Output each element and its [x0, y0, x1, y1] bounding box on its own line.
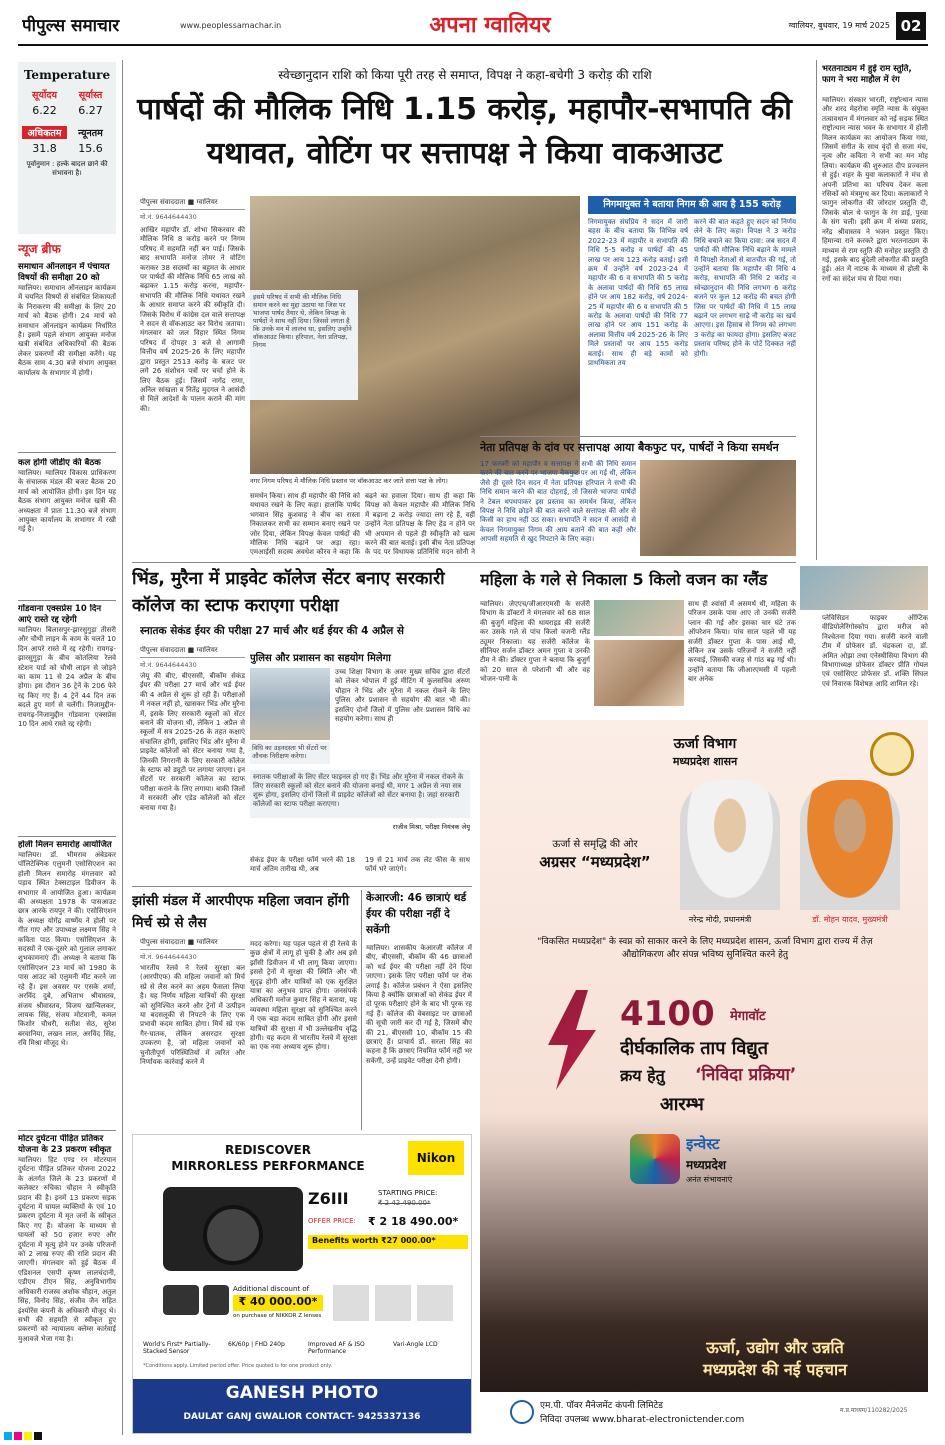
nikon-discount: ₹ 40 000.00*: [233, 1295, 323, 1311]
accessory-icon: [417, 1285, 453, 1321]
tribute-headline: भरतनाट्यम में हुई राम स्तुति, फाग ने भरा माहौल में रंग: [822, 64, 912, 85]
pm-name: नरेन्द्र मोदी, प्रधानमंत्री: [688, 915, 752, 924]
ad-slogan-small: ऊर्जा से समृद्धि की ओर: [552, 839, 638, 850]
nikon-benefits: Benefits worth ₹27 000.00*: [308, 1235, 468, 1249]
tumor-photo-3: [800, 566, 928, 610]
weather-title: Temperature: [23, 68, 111, 82]
section-title: अपना ग्वालियर: [429, 13, 551, 38]
logo[interactable]: पीपुल्स समाचार: [22, 16, 120, 36]
nikon-discount-sub: on purchase of NIKKOR Z lenses: [233, 1313, 322, 1319]
lead-photo-caption: इसमे परिषद में सभी की मौलिक निधि समान करने का मुद्दा उठाया था जिस पर भाजपा पार्षद तैयार थे, लेकिन विपक्ष के पार्षदों ने साथ नहीं दिया। जिससे लगता है कि उनके मन में लालच था, इसलिए उन्होंने वॉकआउट किया। हरिपाल, नेता प्रतिपक्ष, निगम: [250, 290, 358, 400]
dateline: ग्वालियर, बुधवार, 19 मार्च 2025: [788, 21, 890, 30]
accessory-icon: [375, 1285, 411, 1321]
nikon-offer-label: OFFER PRICE:: [308, 1217, 356, 1225]
college-photo: [250, 668, 330, 740]
max-value: 31.8: [32, 142, 57, 155]
nikon-starting-label: STARTING PRICE:: [378, 1189, 438, 1197]
lens-icon: [163, 1285, 199, 1315]
lens-icon: [203, 1285, 229, 1315]
krg-text: ग्वालियर। शासकीय केआरजी कॉलेज में बीए, बीएससी, बीकॉम की 46 छात्राओं को थर्ड ईयर की परीक्षा नहीं देने दिया जाएगा। इसके लिए परीक्षा फॉर्म पर रोक लगाई है। कॉलेज प्रबंधन ने ऐसा इसलिए किया है क्योंकि छात्राओं को सेकंड ईयर में दो पूरक परीक्षाएं होने के बाद भी पूरक रह गई हैं। कॉलेज की वेबसाइट पर छात्राओं की सूची जारी कर दी गई है, जिसमें बीए की 21, बीएससी 10, बीकॉम 15 की छात्राएं हैं। प्राचार्य डॉ. सरला सिंह का कहना है कि छात्राएं नियमित फॉर्म नहीं भर सकेंगी, उन्हें प्राइवेट परीक्षा देनी होगी।: [366, 944, 472, 1065]
nikon-top-2: MIRRORLESS PERFORMANCE: [171, 1159, 365, 1173]
college-headline: भिंड, मुरैना में प्राइवेट कॉलेज सेंटर बनाए सरकारी कॉलेज का स्टाफ कराएगा परीक्षा: [132, 569, 445, 616]
tumor-photo-1: [594, 600, 684, 636]
nikon-feature-1: World's First* Partially-Stacked Sensor: [143, 1341, 211, 1355]
tumor-text-3: प्लेविसिडन फाइबर ऑप्टिक वीडियोलेरिंगोस्कोप द्वारा मरीज को निश्चेतना दिया गया। सर्जरी करने वाली टीम में प्रोफेसर डॉ. चंद्रकला दा, डॉ. अमित ओझा तथा एनेस्थीसिया विभाग की विभागाध्यक्ष प्रोफेसर डॉक्टर प्रीति गोयल एवं एसोसिएट प्रोफेसर डॉ. शक्ति सिंघल एवं निवारक विशेषज्ञ आदि शामिल रहे।: [822, 614, 928, 688]
weather-box: [18, 62, 116, 234]
college-quote-by: राजीव मिश्रा, परीक्षा नियंत्रक जेयू: [392, 823, 470, 831]
opposition-text: 17 फरवरी को महापौर व सत्तापक्ष ने सभी की निधि समान करने की बात करने पर भाजपा बैकफुट पर आ गई थी, लेकिन जैसे ही दूसरे दिन सदन में नेता प्रतिपक्ष हरिपाल ने सभी की निधि समान करने की बात दोहराई, तो जिससे भाजपा पार्षदों ने टेबल थपथपाकर इस प्रस्ताव का समर्थन किया, लेकिन विपक्ष ने निधि छोड़ने की बात करने वाले सत्तापक्ष की ओर से किसी का हाथ नहीं उठ सका। सभापति ने सदन में आसंदी से केवल निगमायुक्त निगम की आय बताने की बात कही और आपसी सहमति से खुद निपटाने के लिए कहा।: [480, 460, 636, 544]
divider: [18, 452, 116, 453]
rpf-byline: पीपुल्स संवाददाता ■ ग्वालियर: [140, 938, 245, 950]
brief-item-headline: होली मिलन समारोह आयोजित: [18, 840, 112, 850]
brief-item-text: ग्वालियर। हिट एण्ड रन मोटरयान दुर्घटना पीड़ित प्रतिकर योजना 2022 के अंतर्गत जिले के 23 प्रकरणों में कलेक्टर रुचिका चौहान ने स्वीकृति प्रदान की है। इनमें 13 प्रकरण सड़क दुर्घटना में घायल व्यक्तियों के एवं 10 प्रकरण दुर्घटना में मृत जनों के स्वीकृत किए गए हैं। योजना के माध्यम से घायलों को 50 हजार रुपए और दुर्घटना में मृत्यु होने पर उनके परिजनों को 2 लाख रुपए की राशि प्रदान की जाएगी। मंगलवार को हुई बैठक में एडिशनल एसपी कृष्ण लालचंदानी, एडीएम टीएन सिंह, अनुविभागीय अधिकारी राजस्व अशोक चौहान, अतुल सिंह, विनोद सिंह, संजीव जैन सहित इंश्योरेंस कंपनी के अधिकारी मौजूद थे। सभी की सहमति से स्वीकृत हुए प्रकरणों को न्यायालय क्लेम्स कार्रवाई मुआवजे भेजा गया है।: [18, 1156, 116, 1343]
ad-state: मध्यप्रदेश शासन: [672, 755, 738, 768]
ad-line-1: दीर्घकालिक ताप विद्युत: [620, 1038, 768, 1059]
invest-c: अनंत संभावनाएं: [686, 1175, 733, 1184]
lead-phone: मो.नं. 9644644430: [140, 213, 197, 221]
registration-mark: [24, 1432, 32, 1440]
ad-mw-unit: मेगावॉट: [730, 1009, 766, 1024]
nikon-offer-price: ₹ 2 18 490.00*: [368, 1215, 459, 1228]
college-phone: मो.नं. 9644644430: [140, 661, 197, 669]
commissioner-text-2: करने की बात कहते हुए सदन को निर्णय लेने के लिए कहा। विपक्ष ने 3 करोड़ निधि बचाने का किया दावा: जब सदन में पार्षदों की मौलिक निधि बढ़ाने के मामले में विपक्षी नेताओं से बातचीत की गई, तो उन्होंने बताया कि महापौर की निधि 4 करोड़, सभापति की निधि 2 करोड़ व स्वेच्छानुदान की निधि लगभग 6 करोड़ बजने पर कुल 12 करोड़ की बचत होगी जिस पर पार्षदों की निधि में 15 लाख बढ़ाने पर लगभग साढ़े नौ करोड़ का खर्च आएगा। इस हिसाब से निगम को लगभग 3 करोड़ का फायदा होगा। इसलिए बजट प्रस्ताव परिषद होने के पोर्टे दिक्कत नहीं होगी।: [694, 218, 796, 358]
company-icon: [510, 1400, 534, 1424]
website-url[interactable]: www.peoplessamachar.in: [180, 21, 282, 30]
energy-ad[interactable]: [480, 720, 928, 1434]
column-divider: [122, 60, 123, 1435]
sunset-value: 6.27: [78, 104, 103, 117]
rpf-headline: झांसी मंडल में आरपीएफ महिला जवान होंगी मिर्च स्प्रे से लैस: [132, 893, 350, 931]
krg-headline: केआरजी: 46 छात्राएं थर्ड ईयर की परीक्षा नहीं दे सकेंगी: [366, 892, 467, 936]
college-subhead: स्नातक सेकंड ईयर की परीक्षा 27 मार्च और थर्ड ईयर की 4 अप्रैल से: [140, 625, 404, 637]
column-divider: [816, 60, 817, 560]
sunrise-value: 6.22: [32, 104, 57, 117]
registration-mark: [4, 1432, 12, 1440]
lead-col-1: आखिर महापौर डॉ. शोभा सिकरवार की मौलिक निधि 8 करोड़ करने पर निगम परिषद में सहमति नहीं बन पाई। जिसके बाद सभापति मनोज तोमर ने वोटिंग कराकर 38 सदस्यों का बहुमत के आधार पर पार्षदों की मौलिक निधि 65 लाख को बढ़ाकर 1.15 करोड़ करना, महापौर-सभापति की मौलिक निधि यथावत रखने के आधार समाप्त करने की स्वीकृति दी। जिसके विरोध में कांग्रेस दल वाले सत्तापक्ष ने सदन से वॉकआउट कर विरोध जताया। मंगलवार को जल विहार स्थित निगम परिषद में दोपहर 3 बजे से आगामी वित्तीय वर्ष 2025-26 के लिए महापौर द्वारा प्रस्तुत 2513 करोड़ के बजट पर लगे 26 संशोधन पत्रों पर चर्चा होने के लिए बैठक हुई। जिसमें नागेंद्र राणा, अनिल सांखला व नितेंद्र मुदगल ने आसंदी से मिले आदेशों के पालन कराने की मांग की।: [140, 226, 245, 413]
nikon-terms: *Conditions apply. Limited period offer. Price quoted is for one product only.: [143, 1363, 333, 1369]
divider: [480, 436, 796, 437]
brief-item: [18, 262, 116, 448]
tumor-text-1: ग्वालियर। जेएएच/जीआरएमसी के सर्जरी विभाग के डॉक्टरों ने मंगलवार को 68 साल की बुजुर्ग महिला की थायराइड की सर्जरी कर उसके गले से पांच किलो वजनी ग्लैंड ट्यूमर निकाला। यह सर्जरी कॉलेज के सीनियर सर्जन डॉक्टर अमन गुप्ता व उनकी टीम ने की। डॉक्टर गुप्ता ने बताया कि बुजुर्ग को 20 साल से परेशानी थी और वह भोजन-पानी के: [480, 600, 590, 684]
shop-name: GANESH PHOTO: [133, 1379, 471, 1407]
brief-item-text: ग्वालियर। डॉ. भीमराव अंबेडकर पॉलिटेक्निक एलुमनी एसोसिएशन का होली मिलन समारोह मंगलवार को पड़ाव स्थित टेक्सटाइल डिवीजन के सभागार में आयोजित हुआ। कार्यक्रम की अध्यक्षता 1978 के पासआउट छात्र आरके रायपुर ने की। एसोसिएशन के अध्यक्ष योगेंद्र वार्ष्णेय ने होली पर गीत गाए और उपाध्यक्ष लक्ष्मण सिंह ने कविता पाठ किया। एसोसिएशन के सदस्यों ने एक-दूसरे को गुलाल लगाकर शुभकामनाएं दीं। अध्यक्ष ने बताया कि एसोसिएशन 23 मार्च को 1980 के पास आउट को एलुमनी मीट करने जा रहे हैं। इस अवसर पर एसके शर्मा, अरविंद दुबे, अभिताभ श्रीवास्तव, संजय श्रीवास्तव, विजय खान्विलकर, लायक सिंह, संजय मोटवानी, कमल किशोर चौधरी, सतीश सेठ, सुरेश बरवानिया, लखन लाल, अरविंद सिंह, रवि मिश्रा मौजूद थे।: [18, 851, 116, 1048]
ad-slogan-big: अग्रसर “मध्यप्रदेश”: [539, 853, 651, 871]
ad-code: म.प्र.माध्यम/110282/2025: [840, 1407, 908, 1414]
lead-photo-footer: नगर निगम परिषद में मौलिक निधि प्रस्ताव पर वॉकआउट कर जाते सत्ता पक्ष के लोग।: [250, 477, 448, 485]
nikon-feature-4: Vari-Angle LCD: [393, 1341, 438, 1348]
nikon-ad[interactable]: [132, 1134, 472, 1434]
max-label: अधिकतम: [22, 126, 67, 139]
college-box-head: पुलिस और प्रशासन का सहयोग मिलेगा: [250, 653, 391, 664]
masthead-rule: [18, 44, 928, 46]
opposition-headline: नेता प्रतिपक्ष के दांव पर सत्तापक्ष आया बैकफुट पर, पार्षदों ने किया समर्थन: [480, 441, 779, 454]
lead-kicker: स्वेच्छानुदान राशि को किया पूरी तरह से समाप्त, विपक्ष ने कहा-बचेगी 3 करोड़ की राशि: [278, 68, 652, 82]
ad-line-2b: ‘निविदा प्रक्रिया’: [695, 1065, 797, 1085]
invest-b: मध्यप्रदेश: [686, 1158, 727, 1172]
brief-item-headline: मोटर दुर्घटना पीड़ित प्रतिकर योजना के 23 प्रकरण स्वीकृत: [18, 1134, 112, 1155]
divider: [361, 890, 362, 1130]
divider: [18, 836, 116, 837]
registration-mark: [14, 1432, 22, 1440]
camera-icon: [163, 1187, 303, 1271]
brief-item: [18, 840, 116, 1128]
tumor-text-2: साथ ही श्वांसों में असमर्थ थी, महिला के परिजन उसके पास आए तो उनकी सर्जरी प्लान की गई और इसका चार घंटे तक ऑपरेशन किया। पांच साल पहले भी यह सर्जरी डॉक्टर गुप्ता के पास आई थी, लेकिन तब उसके परिजनों ने सर्जरी नहीं करवाई, जिसकी वजह से गांठ बढ़ गई थी। उन्होंने बताया कि जीआरएमसी में पहली बार अनेक: [688, 600, 796, 684]
ad-vision: "विकसित मध्यप्रदेश" के स्वप्न को साकार करने के लिए मध्यप्रदेश शासन, ऊर्जा विभाग द्वारा राज्य में तेज़ औद्योगिकरण और संपन्न भविष्य सुनिश्चित करने हेतु: [537, 937, 873, 960]
college-byline: पीपुल्स संवाददाता ■ ग्वालियर: [140, 646, 245, 658]
page-number: 02: [896, 12, 926, 40]
brief-item: [18, 458, 116, 598]
invest-logo-icon: [630, 1134, 680, 1184]
tumor-headline: महिला के गले से निकाला 5 किलो वजन का ग्लैंड: [480, 570, 768, 589]
ad-footer: [480, 1392, 928, 1434]
brief-item-text: ग्वालियर। समाधान ऑनलाइन कार्यक्रम में चयनित विषयों से संबंधित शिकायतों के निराकरण की समीक्षा के लिए 20 मार्च को बैठक होगी। 24 मार्च को समाधान ऑनलाइन कार्यक्रम निर्धारित है। इसमें पहले संभाग आयुक्त मनोज खत्री संबंधित अधिकारियों की बैठक लेकर प्रकरणों की समीक्षा करेंगे। यह बैठक साम 4.30 बजे संभाग आयुक्त कार्यालय के सभागार में होगी।: [18, 284, 116, 377]
lead-col-3: बढ़ने का हवाला दिया। साथ ही कहा कि विपक्ष को केवल महापौर की मौलिक निधि में बढ़ाना 2 करोड़ ज्यादा लग रहे हैं, वहीं उन्होंने नेता प्रतिपक्ष के लिए हेड न होने पर भी अपमान से पहले ही स्वीकृति को खत्म करने की बात बताई। इसी बीच नेता प्रतिपक्ष के पद पर विधायक प्रतिनिधि मदन सोनी ने: [365, 492, 475, 557]
lead-headline: पार्षदों की मौलिक निधि 1.15 करोड़, महापौर-सभापति की यथावत, वोटिंग पर सत्तापक्ष ने किया वाकआउट: [137, 92, 792, 171]
rpf-col-2: मदद करेगा। यह पहल पहले से ही रेलवे के कुछ क्षेत्रों में लागू हो चुकी है और अब इसे झाँसी डिवीजन में भी लागू किया जाएगा। इससे ट्रेनों में सुरक्षा की स्थिति और भी सुदृढ़ होगी और यात्रियों को एक सुरक्षित यात्रा का अनुभव प्राप्त होगा। जनसंपर्क अधिकारी मनोज कुमार सिंह ने बताया, यह व्यवस्था महिला सुरक्षा को सुनिश्चित करने में एक बड़ा कदम साबित होगी और इससे यात्रियों की सुरक्षा में भी उल्लेखनीय वृद्धि होगी। यह कदम से भारतीय रेलवे में सुरक्षा का एक नया अध्याय शुरू होगा।: [250, 940, 357, 1052]
brief-item-headline: कल होगी जीडीए की बैठक: [18, 458, 101, 468]
college-box-text: उच्च शिक्षा विभाग के अवर मुख्य सचिव द्वारा सेंटरों को लेकर भोपाल में हुई मीटिंग में कुलसचिव अरुण चौहान ने भिंड और मुरैना में नकल रोकने के लिए पुलिस और प्रशासन से सहयोग की बात भी की। इसलिए दोनों जिलों में पुलिस और प्रशासन विधि का सहयोग करेगा। साथ ही: [335, 668, 470, 724]
min-value: 15.6: [78, 142, 103, 155]
forecast: पूर्वानुमान : हल्के बादल छाने की संभावना है।: [26, 160, 108, 177]
footer-company: एम.पी. पॉवर मैनेजमेंट कंपनी लिमिटेड: [540, 1401, 663, 1410]
divider: [132, 886, 472, 887]
lead-byline: पीपुल्स संवाददाता ■ ग्वालियर: [140, 198, 245, 210]
college-quote: स्नातक परीक्षाओं के लिए सेंटर फाइनल हो गए हैं। भिंड और मुरैना में नकल रोकने के लिए सरकारी स्कूलों को सेंटर बनाने की योजना बनाई थी, मगर 1 अप्रैल से नया सत्र शुरू होगा, इसलिए दोनों जिलों में प्राइवेट कॉलेजों को सेंटर बनाया है। जहां सरकारी कॉलेजों का स्टाफ परीक्षा कराएगा।: [250, 770, 470, 818]
invest-a: इन्वेस्ट: [686, 1135, 720, 1153]
college-col-3: 19 से 21 मार्च तक लेट फीस के साथ फॉर्म भरे जाएंगे।: [365, 856, 470, 874]
lead-col-2: समर्थन किया। साथ ही महापौर की निधि को यथावत रखने के लिए कहा। हालांकि पार्षद भगवान सिंह कुशवाह ने बीच का रास्ता निकालकर सभी का सम्मान बनाए रखने पर जोर दिया, लेकिन विपक्ष केवल पार्षदों की मौलिक निधि बढ़ाने पर अड़ा रहा। एमआईसी सदस्य अवधेश कौरव ने कहा कि: [250, 492, 360, 557]
ad-dept: ऊर्जा विभाग: [673, 736, 737, 752]
nikon-model: Z6III: [308, 1189, 349, 1208]
registration-mark: [34, 1432, 42, 1440]
ad-line-2a: क्रय हेतु: [620, 1066, 665, 1085]
commissioner-text-1: निगमायुक्त संघप्रिय ने सदन में जारी बहस के बीच बताया कि विभिन्न वर्ष 2022-23 में महापौर व सभापति की निधि 5-5 करोड़ व पार्षदों की 45 लाख पर आय 123 करोड़ बताई। इसी क्रम में उन्होंने वर्ष 2023-24 में महापौर की 6 व सभापति की 5 करोड़ के अलावा पार्षदों की निधि 65 लाख होने पर आय 182 करोड़, वर्ष 2024-25 में महापौर की 6 व सभापति की 5 करोड़ के अलावा पार्षदों की निधि 77 लाख होने पर आय 151 करोड़ के अलावा वित्तीय वर्ष 2025-26 के लिए मिले प्रस्तावों पर आय 155 करोड़ बताई। साथ ही बड़े कामों को प्राथमिकता तय: [588, 218, 688, 368]
commissioner-tag: निगमायुक्त ने बताया निगम की आय है 155 करोड़: [588, 196, 796, 214]
shop-contact: DAULAT GANJ GWALIOR CONTACT- 9425337136: [133, 1407, 471, 1433]
brief-item: [18, 604, 116, 834]
nikon-feature-3: Improved AF & ISO Performance: [308, 1341, 365, 1355]
nikon-top-1: REDISCOVER: [225, 1143, 311, 1157]
ad-mw: 4100: [620, 994, 715, 1034]
rpf-phone: मो.नं. 9644644430: [140, 953, 197, 961]
brief-item-headline: समाधान ऑनलाइन में पंचायत विषयों की समीक्षा 20 को: [18, 262, 110, 283]
ad-line-3: आरम्भ: [660, 1094, 704, 1115]
college-col-1: जेयू की बीए, बीएससी, बीकॉम सेकंड ईयर की परीक्षा 27 मार्च और थर्ड ईयर की 4 अप्रैल से शुरू हो रही हैं। परीक्षाओं में नकल नहीं हो, खासकर भिंड और मुरैना में, इसके लिए सरकारी स्कूलों को सेंटर बनाने की योजना थी, लेकिन 1 अप्रैल से स्कूलों में सत्र 2025-26 के तहत कक्षाएं संचालित होंगी, इसलिए भिंड और मुरैना में प्राइवेट कॉलेजों को सेंटर बनाया गया है, जिनकी निगरानी के लिए सरकारी कॉलेज के स्टाफ को ड्यूटी पर लगाया जाएगा। इन सेंटरों पर सरकारी कॉलेज का स्टाफ परीक्षा कराने के लिए लगाया। बाकी जिलों में सरकारी और एडेड कॉलेजों को सेंटर बनाया गया है।: [140, 672, 245, 812]
tribute-text: ग्वालियर। संस्कार भारती, राष्ट्रोत्थान न्यास और शरद मेहरोत्रा स्मृति न्यास के संयुक्त तत्वावधान में मंगलवार को नई सड़क स्थित राष्ट्रोत्थान न्यास भवन के सभागार में होली मिलन कार्यक्रम का आयोजन किया गया, जिसमें संगीत के साथ वृंदों से सजा मंच, नृत्य और कविता ने सभी का मन मोह लिया। कार्यक्रम की शुरुआत दीप प्रज्वलन से हुई। शहर के युवा कलाकारों ने मंच से अपनी प्रतिभा का परिचय देकर कला रसिकों को मंत्रमुग्ध कर दिया। कलाकारों ने फागुन लोकगीत की जोरदार प्रस्तुति दी, जिसके बोल थे फागुन के रंग डाई, पुरवा के संग चली। इसी क्रम में संध्या प्रसाद, नरेंद्र श्रीवास्तव ने भजन प्रस्तुत किए। हिमान्या राने करकरे द्वारा भरतनाट्यम के माध्यम से राम स्तुति की मनोहर प्रस्तुति दी गई, इसके बाद बुंदेली लोकगीत की प्रस्तुति हुई। अंत में नाटक के माध्यम से होली के रंगों का संदेश मंच से दिया गया।: [822, 96, 928, 283]
cm-name: डॉ. मोहन यादव, मुख्यमंत्री: [812, 915, 888, 924]
brief-item-headline: गोंडवाना एक्सप्रेस 10 दिन आएं रास्ते रद्द रहेगी: [18, 604, 102, 625]
nikon-feature-2: 6K/60p | FHD 240p: [228, 1341, 285, 1348]
mp-emblem-icon: [870, 732, 914, 776]
brief-header: न्यूज ब्रीफ: [18, 242, 61, 256]
brief-item-text: ग्वालियर। बिलासपुर-झारसुगुड़ा तीसरी और चौथी लाइन के काम के चलते 10 दिन आपरे रास्ते में रद्द रहेगी। रायगढ़-झारसुगुड़ा के बीच कोतलिया रेलवे स्टेशन यार्ड को चौथी लाइन से जोड़ने का काम 11 से 24 अप्रैल के बीच होगा। इस दौरान 36 ट्रेनें के 206 फेरे रद्द किए गए हैं। 4 ट्रेनें 44 दिन तक बदले हुए मार्ग से चलेंगी। निजामुद्दीन-रायगढ़-निजामुद्दीन गोंडवाना एक्सप्रेस 10 दिन आधे रास्ते रद्द रहेगी।: [18, 626, 116, 729]
min-label: न्यूनतम: [78, 128, 103, 139]
college-col-2: सेकंड ईयर के परीक्षा फॉर्म भरने की 18 मार्च अंतिम तारीख थी, अब: [250, 856, 355, 874]
brief-item: [18, 1134, 116, 1434]
ad-tagline-1: ऊर्जा, उद्योग और उन्नति: [706, 1338, 844, 1357]
brief-item-text: ग्वालियर। ग्वालियर विकास प्राधिकरण के संचालक मंडल की बजट बैठक 20 मार्च को आयोजित होगी। इस दिन यह बैठक संभाग आयुक्त मनोज खत्री की अध्यक्षता में प्रातः 11.30 बजे संभाग आयुक्त कार्यालय के सभागार में रखी गई है।: [18, 469, 116, 534]
divider: [132, 562, 796, 563]
sunrise-label: सूर्योदय: [32, 90, 57, 101]
college-img-caption: विधि का उड़नदस्ता भी सेंटरों पर औचक निरीक्षण करेगा।: [250, 742, 330, 764]
cm-portrait: [800, 780, 900, 910]
tumor-photo-2: [594, 640, 684, 706]
pm-portrait: [680, 780, 780, 910]
divider: [18, 600, 116, 601]
divider: [18, 1130, 116, 1131]
lightning-icon: [532, 990, 612, 1090]
sunset-label: सूर्यास्त: [78, 90, 103, 101]
footer-tender[interactable]: निविदा उपलब्ध www.bharat-electronictender.com: [540, 1415, 745, 1424]
rpf-col-1: भारतीय रेलवे ने रेलवे सुरक्षा बल (आरपीएफ) की महिला जवानों को मिर्च स्प्रे से लैस करने का अहम फैसला लिया है। यह निर्णय महिला यात्रियों की सुरक्षा को सुनिश्चित करने और ट्रेनों में उत्पीड़न या बदसलूकी से निपटने के लिए एक प्रभावी कदम साबित होगा। मिर्च स्प्रे एक गैर-घातक, लेकिन असरदार सुरक्षा उपकरण है, जो महिला जवानों को चुनौतीपूर्ण परिस्थितियों में त्वरित और निर्णायक कार्रवाई करने में: [140, 964, 245, 1067]
nikon-discount-label: Additional discount of: [233, 1285, 310, 1293]
opposition-photo: [640, 460, 796, 556]
ad-tagline-2: मध्यप्रदेश की नई पहचान: [703, 1360, 847, 1379]
accessory-icon: [333, 1285, 369, 1321]
nikon-brand[interactable]: Nikon: [408, 1141, 464, 1175]
masthead: [0, 0, 945, 58]
nikon-strike-price: ₹ 2 42 490.00*: [378, 1199, 431, 1207]
